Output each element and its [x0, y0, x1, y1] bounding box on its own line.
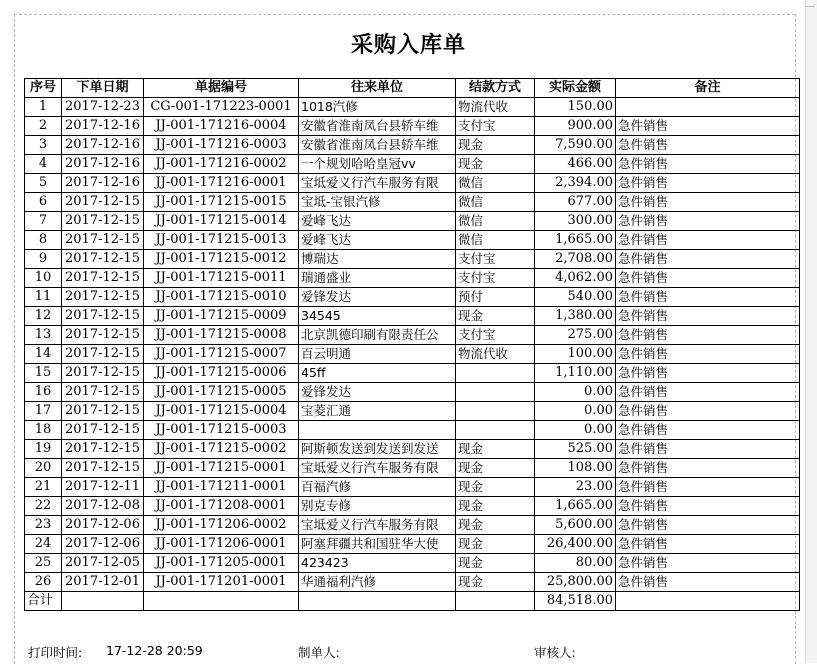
cell-remarks: 急件销售 — [616, 478, 800, 497]
cell-counterparty: 宝坻爱义行汽车服务有限 — [299, 459, 456, 478]
cell-index: 20 — [25, 459, 62, 478]
cell-payment-method: 现金 — [456, 516, 535, 535]
cell-actual-amount: 275.00 — [535, 326, 616, 345]
cell-actual-amount: 300.00 — [535, 212, 616, 231]
cell-index: 4 — [25, 155, 62, 174]
cell-doc-number: JJ-001-171215-0014 — [144, 212, 299, 231]
cell-remarks: 急件销售 — [616, 174, 800, 193]
cell-counterparty: 百云明通 — [299, 345, 456, 364]
cell-doc-number: JJ-001-171206-0001 — [144, 535, 299, 554]
cell-actual-amount: 900.00 — [535, 117, 616, 136]
cell-remarks: 急件销售 — [616, 554, 800, 573]
table-row — [25, 516, 800, 535]
cell-index: 12 — [25, 307, 62, 326]
table-row — [25, 269, 800, 288]
cell-payment-method: 支付宝 — [456, 250, 535, 269]
cell-counterparty: 34545 — [299, 307, 456, 326]
print-footer — [28, 640, 788, 663]
cell-remarks: 急件销售 — [616, 535, 800, 554]
total-amount: 84,518.00 — [535, 592, 616, 611]
cell-index: 25 — [25, 554, 62, 573]
page-boundary-left — [14, 14, 15, 664]
cell-actual-amount: 108.00 — [535, 459, 616, 478]
header-actual-amount: 实际金额 — [535, 79, 616, 98]
header-payment-method: 结款方式 — [456, 79, 535, 98]
cell-payment-method: 物流代收 — [456, 98, 535, 117]
cell-doc-number: JJ-001-171216-0003 — [144, 136, 299, 155]
cell-doc-number: JJ-001-171216-0001 — [144, 174, 299, 193]
cell-remarks: 急件销售 — [616, 402, 800, 421]
cell-index: 22 — [25, 497, 62, 516]
cell-order-date: 2017-12-15 — [62, 459, 144, 478]
cell-payment-method: 微信 — [456, 174, 535, 193]
cell-payment-method: 现金 — [456, 573, 535, 592]
table-row — [25, 402, 800, 421]
cell-index: 8 — [25, 231, 62, 250]
cell-payment-method: 现金 — [456, 497, 535, 516]
table-body — [25, 98, 800, 592]
cell-doc-number: JJ-001-171215-0006 — [144, 364, 299, 383]
table-row — [25, 459, 800, 478]
cell-doc-number: JJ-001-171215-0005 — [144, 383, 299, 402]
header-order-date: 下单日期 — [62, 79, 144, 98]
cell-doc-number: JJ-001-171215-0012 — [144, 250, 299, 269]
cell-index: 5 — [25, 174, 62, 193]
cell-doc-number: JJ-001-171206-0002 — [144, 516, 299, 535]
cell-counterparty: 爱峰飞达 — [299, 212, 456, 231]
cell-actual-amount: 466.00 — [535, 155, 616, 174]
cell-actual-amount: 5,600.00 — [535, 516, 616, 535]
cell-doc-number: JJ-001-171215-0004 — [144, 402, 299, 421]
cell-order-date: 2017-12-15 — [62, 212, 144, 231]
cell-actual-amount: 4,062.00 — [535, 269, 616, 288]
cell-remarks: 急件销售 — [616, 250, 800, 269]
cell-payment-method: 现金 — [456, 554, 535, 573]
table-row — [25, 364, 800, 383]
cell-index: 24 — [25, 535, 62, 554]
total-row — [25, 592, 800, 611]
cell-counterparty: 宝坻爱义行汽车服务有限 — [299, 174, 456, 193]
total-empty-cell — [144, 592, 299, 611]
cell-counterparty: 安徽省淮南凤台县轿车维 — [299, 117, 456, 136]
cell-order-date: 2017-12-15 — [62, 440, 144, 459]
table-row — [25, 117, 800, 136]
cell-payment-method: 现金 — [456, 535, 535, 554]
table-row — [25, 98, 800, 117]
cell-actual-amount: 0.00 — [535, 383, 616, 402]
cell-index: 18 — [25, 421, 62, 440]
cell-index: 13 — [25, 326, 62, 345]
cell-remarks: 急件销售 — [616, 288, 800, 307]
cell-order-date: 2017-12-15 — [62, 402, 144, 421]
table-row — [25, 155, 800, 174]
cell-order-date: 2017-12-23 — [62, 98, 144, 117]
cell-remarks: 急件销售 — [616, 383, 800, 402]
cell-counterparty: 宝坻爱义行汽车服务有限 — [299, 516, 456, 535]
cell-order-date: 2017-12-15 — [62, 307, 144, 326]
cell-doc-number: JJ-001-171215-0011 — [144, 269, 299, 288]
cell-index: 26 — [25, 573, 62, 592]
cell-counterparty: 安徽省淮南凤台县轿车维 — [299, 136, 456, 155]
cell-remarks: 急件销售 — [616, 459, 800, 478]
cell-order-date: 2017-12-15 — [62, 383, 144, 402]
table-row — [25, 231, 800, 250]
cell-counterparty: 爱锋发达 — [299, 383, 456, 402]
cell-counterparty: 爱峰飞达 — [299, 231, 456, 250]
cell-order-date: 2017-12-15 — [62, 421, 144, 440]
cell-remarks: 急件销售 — [616, 440, 800, 459]
cell-payment-method: 预付 — [456, 288, 535, 307]
cell-index: 9 — [25, 250, 62, 269]
cell-payment-method: 现金 — [456, 307, 535, 326]
cell-order-date: 2017-12-06 — [62, 535, 144, 554]
table-row — [25, 326, 800, 345]
cell-order-date: 2017-12-16 — [62, 117, 144, 136]
cell-remarks: 急件销售 — [616, 193, 800, 212]
cell-actual-amount: 1,110.00 — [535, 364, 616, 383]
header-index: 序号 — [25, 79, 62, 98]
table-row — [25, 497, 800, 516]
cell-order-date: 2017-12-11 — [62, 478, 144, 497]
cell-order-date: 2017-12-15 — [62, 250, 144, 269]
cell-actual-amount: 677.00 — [535, 193, 616, 212]
cell-counterparty — [299, 421, 456, 440]
cell-payment-method: 现金 — [456, 440, 535, 459]
cell-index: 19 — [25, 440, 62, 459]
cell-actual-amount: 2,394.00 — [535, 174, 616, 193]
cell-payment-method: 现金 — [456, 459, 535, 478]
cell-payment-method — [456, 402, 535, 421]
cell-index: 15 — [25, 364, 62, 383]
table-row — [25, 345, 800, 364]
cell-index: 11 — [25, 288, 62, 307]
table-row — [25, 421, 800, 440]
cell-counterparty: 华通福利汽修 — [299, 573, 456, 592]
cell-order-date: 2017-12-15 — [62, 231, 144, 250]
cell-payment-method — [456, 383, 535, 402]
cell-index: 10 — [25, 269, 62, 288]
cell-order-date: 2017-12-16 — [62, 174, 144, 193]
cell-payment-method: 支付宝 — [456, 117, 535, 136]
cell-doc-number: JJ-001-171208-0001 — [144, 497, 299, 516]
vertical-scrollbar[interactable] — [805, 0, 817, 663]
cell-order-date: 2017-12-08 — [62, 497, 144, 516]
cell-index: 3 — [25, 136, 62, 155]
cell-order-date: 2017-12-15 — [62, 345, 144, 364]
cell-remarks: 急件销售 — [616, 421, 800, 440]
table-header-row — [25, 79, 800, 98]
cell-index: 6 — [25, 193, 62, 212]
cell-actual-amount: 1,665.00 — [535, 497, 616, 516]
cell-index: 1 — [25, 98, 62, 117]
cell-order-date: 2017-12-15 — [62, 193, 144, 212]
cell-index: 17 — [25, 402, 62, 421]
cell-payment-method: 微信 — [456, 231, 535, 250]
total-empty-cell — [616, 592, 800, 611]
cell-remarks: 急件销售 — [616, 212, 800, 231]
table-row — [25, 136, 800, 155]
cell-remarks: 急件销售 — [616, 231, 800, 250]
cell-payment-method — [456, 364, 535, 383]
cell-remarks: 急件销售 — [616, 307, 800, 326]
cell-counterparty: 瑞通盛业 — [299, 269, 456, 288]
cell-counterparty: 45ff — [299, 364, 456, 383]
cell-actual-amount: 150.00 — [535, 98, 616, 117]
total-label: 合计 — [25, 592, 62, 611]
cell-doc-number: JJ-001-171216-0002 — [144, 155, 299, 174]
print-time-label: 打印时间: — [28, 645, 83, 660]
cell-order-date: 2017-12-01 — [62, 573, 144, 592]
document-title: 采购入库单 — [350, 33, 466, 58]
header-doc-number: 单据编号 — [144, 79, 299, 98]
table-row — [25, 573, 800, 592]
cell-doc-number: JJ-001-171215-0009 — [144, 307, 299, 326]
cell-doc-number: JJ-001-171215-0007 — [144, 345, 299, 364]
cell-doc-number: JJ-001-171215-0013 — [144, 231, 299, 250]
cell-payment-method: 微信 — [456, 212, 535, 231]
cell-actual-amount: 2,708.00 — [535, 250, 616, 269]
cell-remarks: 急件销售 — [616, 269, 800, 288]
cell-payment-method — [456, 421, 535, 440]
cell-actual-amount: 0.00 — [535, 402, 616, 421]
cell-counterparty: 阿塞拜疆共和国驻华大使 — [299, 535, 456, 554]
cell-doc-number: JJ-001-171215-0001 — [144, 459, 299, 478]
cell-order-date: 2017-12-16 — [62, 155, 144, 174]
cell-index: 2 — [25, 117, 62, 136]
cell-counterparty: 423423 — [299, 554, 456, 573]
cell-remarks: 急件销售 — [616, 364, 800, 383]
cell-doc-number: CG-001-171223-0001 — [144, 98, 299, 117]
cell-payment-method: 物流代收 — [456, 345, 535, 364]
cell-payment-method: 支付宝 — [456, 326, 535, 345]
cell-order-date: 2017-12-15 — [62, 326, 144, 345]
cell-doc-number: JJ-001-171215-0010 — [144, 288, 299, 307]
cell-doc-number: JJ-001-171215-0002 — [144, 440, 299, 459]
cell-remarks: 急件销售 — [616, 573, 800, 592]
cell-counterparty: 爱锋发达 — [299, 288, 456, 307]
cell-doc-number: JJ-001-171215-0008 — [144, 326, 299, 345]
table-row — [25, 307, 800, 326]
table-row — [25, 478, 800, 497]
header-remarks: 备注 — [616, 79, 800, 98]
cell-doc-number: JJ-001-171215-0003 — [144, 421, 299, 440]
table-row — [25, 250, 800, 269]
print-time-value: 17-12-28 20:59 — [106, 643, 203, 658]
cell-payment-method: 现金 — [456, 155, 535, 174]
cell-actual-amount: 80.00 — [535, 554, 616, 573]
cell-actual-amount: 7,590.00 — [535, 136, 616, 155]
cell-order-date: 2017-12-06 — [62, 516, 144, 535]
cell-payment-method: 现金 — [456, 136, 535, 155]
table-row — [25, 554, 800, 573]
cell-actual-amount: 540.00 — [535, 288, 616, 307]
cell-index: 23 — [25, 516, 62, 535]
cell-remarks: 急件销售 — [616, 497, 800, 516]
cell-order-date: 2017-12-15 — [62, 288, 144, 307]
purchase-table — [24, 78, 800, 611]
cell-actual-amount: 25,800.00 — [535, 573, 616, 592]
reviewer-label: 审核人: — [534, 645, 576, 660]
cell-remarks: 急件销售 — [616, 117, 800, 136]
total-empty-cell — [456, 592, 535, 611]
cell-actual-amount: 525.00 — [535, 440, 616, 459]
cell-payment-method: 现金 — [456, 478, 535, 497]
cell-remarks: 急件销售 — [616, 155, 800, 174]
cell-counterparty: 一个规划哈哈皇冠vv — [299, 155, 456, 174]
cell-actual-amount: 26,400.00 — [535, 535, 616, 554]
cell-order-date: 2017-12-05 — [62, 554, 144, 573]
cell-order-date: 2017-12-16 — [62, 136, 144, 155]
preparer-label: 制单人: — [298, 645, 340, 660]
cell-counterparty: 别克专修 — [299, 497, 456, 516]
cell-index: 14 — [25, 345, 62, 364]
cell-remarks: 急件销售 — [616, 345, 800, 364]
cell-remarks: 急件销售 — [616, 326, 800, 345]
cell-doc-number: JJ-001-171215-0015 — [144, 193, 299, 212]
cell-remarks — [616, 98, 800, 117]
cell-actual-amount: 23.00 — [535, 478, 616, 497]
cell-counterparty: 北京凯德印刷有限责任公 — [299, 326, 456, 345]
cell-payment-method: 支付宝 — [456, 269, 535, 288]
cell-counterparty: 博瑞达 — [299, 250, 456, 269]
cell-doc-number: JJ-001-171205-0001 — [144, 554, 299, 573]
cell-remarks: 急件销售 — [616, 136, 800, 155]
cell-order-date: 2017-12-15 — [62, 269, 144, 288]
total-empty-cell — [62, 592, 144, 611]
cell-remarks: 急件销售 — [616, 516, 800, 535]
table-row — [25, 440, 800, 459]
cell-actual-amount: 100.00 — [535, 345, 616, 364]
cell-index: 16 — [25, 383, 62, 402]
table-row — [25, 288, 800, 307]
total-empty-cell — [299, 592, 456, 611]
table-row — [25, 193, 800, 212]
cell-index: 21 — [25, 478, 62, 497]
cell-counterparty: 1018汽修 — [299, 98, 456, 117]
cell-counterparty: 阿斯顿发送到发送到发送 — [299, 440, 456, 459]
table-row — [25, 383, 800, 402]
cell-doc-number: JJ-001-171216-0004 — [144, 117, 299, 136]
cell-payment-method: 微信 — [456, 193, 535, 212]
cell-actual-amount: 1,380.00 — [535, 307, 616, 326]
table-row — [25, 535, 800, 554]
cell-counterparty: 宝菱汇通 — [299, 402, 456, 421]
cell-doc-number: JJ-001-171201-0001 — [144, 573, 299, 592]
page-boundary-top — [14, 14, 795, 15]
scrollbar-arrow-icon[interactable] — [805, 6, 815, 13]
table-row — [25, 212, 800, 231]
cell-counterparty: 百福汽修 — [299, 478, 456, 497]
header-counterparty: 往来单位 — [299, 79, 456, 98]
cell-actual-amount: 0.00 — [535, 421, 616, 440]
cell-doc-number: JJ-001-171211-0001 — [144, 478, 299, 497]
cell-counterparty: 宝坻-宝银汽修 — [299, 193, 456, 212]
cell-actual-amount: 1,665.00 — [535, 231, 616, 250]
cell-index: 7 — [25, 212, 62, 231]
cell-order-date: 2017-12-15 — [62, 364, 144, 383]
table-row — [25, 174, 800, 193]
